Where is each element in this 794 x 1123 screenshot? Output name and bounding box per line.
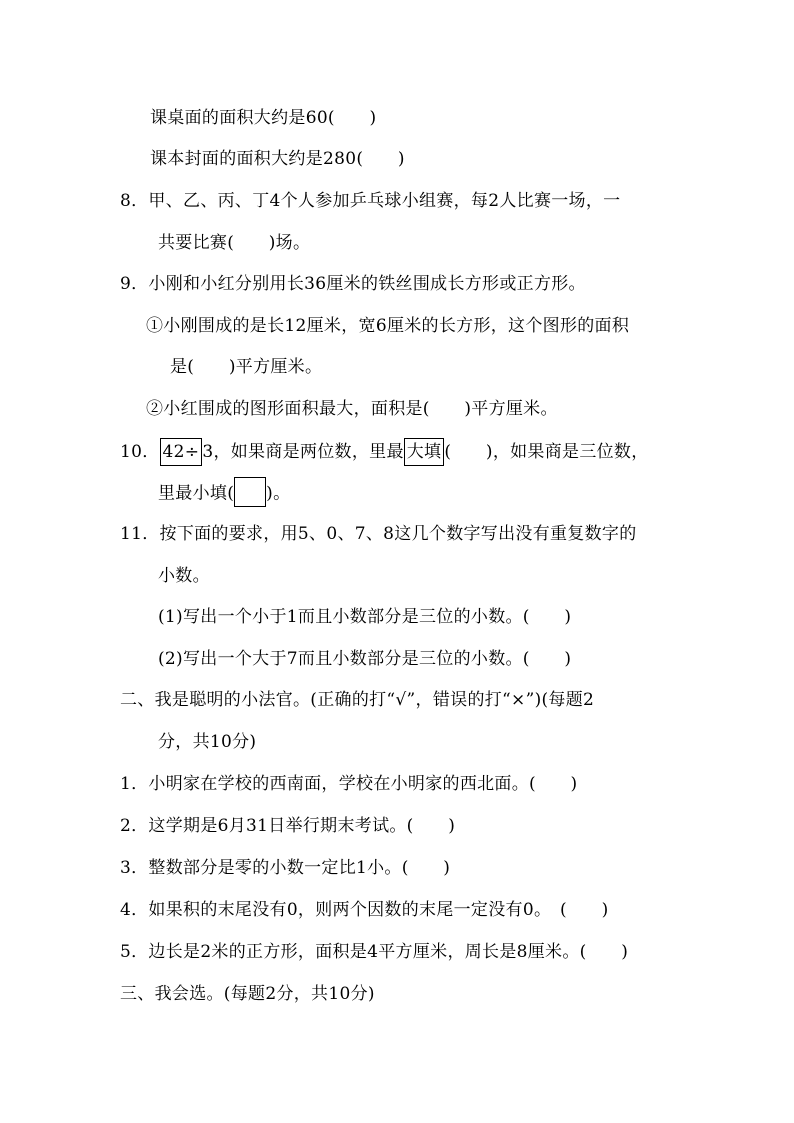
estimate-book-cover-area: 课本封面的面积大约是280( )	[150, 149, 405, 169]
highlight-box: 大填	[404, 438, 445, 466]
judge-item-4: 4．如果积的末尾没有0，则两个因数的末尾一定没有0。 ( )	[120, 900, 609, 920]
question-11-part1: (1)写出一个小于1而且小数部分是三位的小数。( )	[158, 607, 572, 627]
question-10-line2	[158, 481, 290, 507]
answer-box[interactable]	[234, 477, 266, 507]
question-10-number: 10．	[120, 442, 160, 462]
question-9-part1-line1: ①小刚围成的是长12厘米，宽6厘米的长方形，这个图形的面积	[146, 316, 630, 336]
question-10-line2-end: )。	[266, 483, 291, 504]
judge-item-1: 1．小明家在学校的西南面，学校在小明家的西北面。( )	[120, 774, 578, 794]
judge-item-2: 2．这学期是6月31日举行期末考试。( )	[120, 816, 456, 836]
estimate-desk-area: 课桌面的面积大约是60( )	[150, 108, 377, 128]
question-9-part2: ②小红围成的图形面积最大，面积是( )平方厘米。	[146, 399, 558, 419]
section-2-heading-line1: 二、我是聪明的小法官。(正确的打“√”，错误的打“×”)(每题2	[120, 690, 595, 710]
section-3-heading: 三、我会选。(每题2分，共10分)	[120, 984, 375, 1004]
judge-item-3: 3．整数部分是零的小数一定比1小。( )	[120, 858, 451, 878]
section-2-heading-line2: 分，共10分)	[158, 732, 257, 752]
question-11-line1: 11．按下面的要求，用5、0、7、8这几个数字写出没有重复数字的	[120, 524, 637, 544]
dividend-box: 42÷	[160, 438, 203, 466]
question-9-part1-line2: 是( )平方厘米。	[170, 357, 323, 377]
question-10-line1	[120, 438, 649, 466]
question-11-part2: (2)写出一个大于7而且小数部分是三位的小数。( )	[158, 649, 572, 669]
question-11-line2: 小数。	[158, 566, 210, 586]
question-8-line1: 8．甲、乙、丙、丁4个人参加乒乓球小组赛，每2人比赛一场，一	[120, 191, 621, 211]
question-10-text-rest: ( )，如果商是三位数，	[444, 442, 649, 462]
question-9-stem: 9．小刚和小红分别用长36厘米的铁丝围成长方形或正方形。	[120, 274, 586, 294]
question-8-line2: 共要比赛( )场。	[158, 233, 311, 253]
judge-item-5: 5．边长是2米的正方形，面积是4平方厘米，周长是8厘米。( )	[120, 942, 629, 962]
question-10-line2-text: 里最小填(	[158, 483, 235, 504]
question-10-text: 3，如果商是两位数，里最	[202, 442, 404, 462]
